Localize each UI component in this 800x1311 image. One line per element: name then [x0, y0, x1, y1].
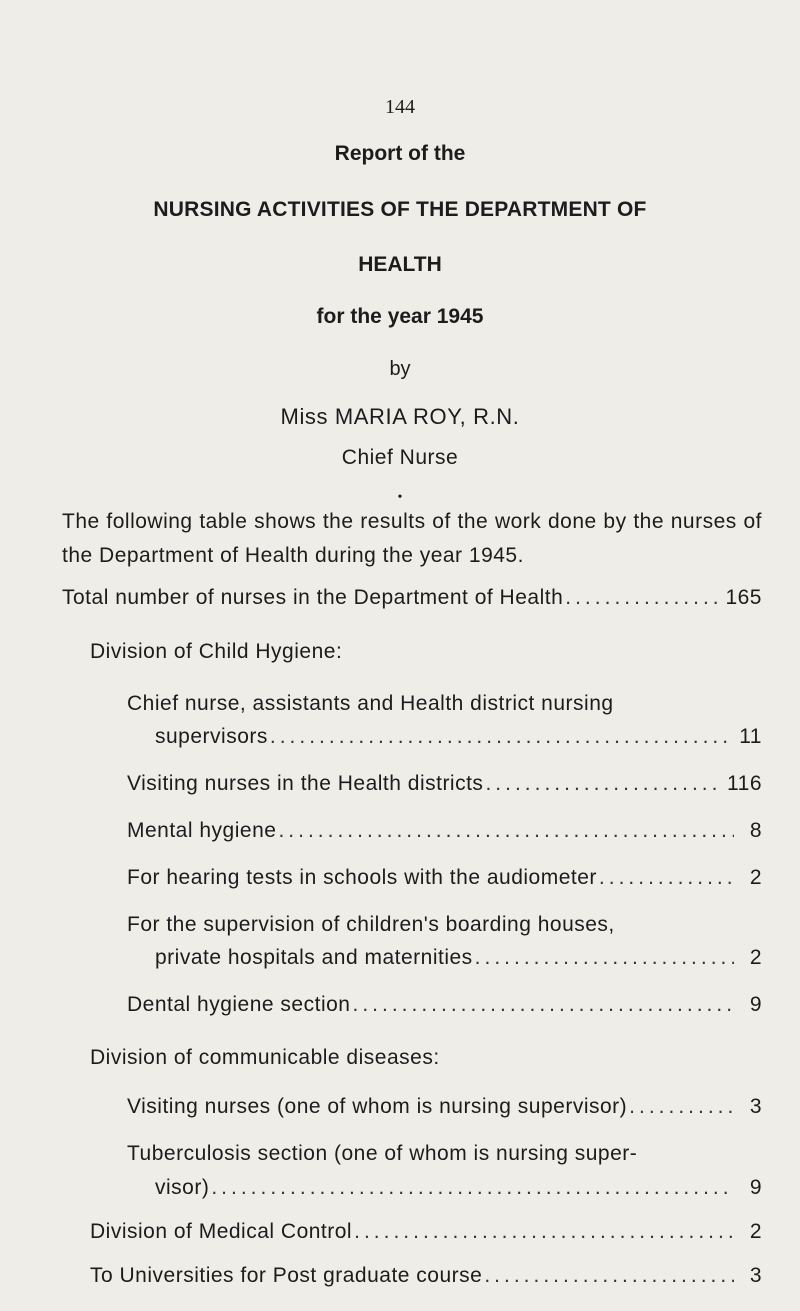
medical-control-value: 2 — [749, 1220, 762, 1243]
child-hygiene-heading: Division of Child Hygiene: — [90, 640, 343, 663]
list-item-label: Visiting nurses (one of whom is nursing supervisor) — [127, 1095, 628, 1118]
list-item — [127, 866, 762, 890]
dot-leader — [270, 725, 733, 749]
report-title-line-3: HEALTH — [358, 253, 442, 276]
list-item-value: 9 — [749, 993, 762, 1016]
list-item-value: 3 — [749, 1095, 762, 1118]
list-item — [155, 946, 762, 970]
dot-leader — [485, 772, 721, 796]
medical-control-row — [90, 1220, 762, 1244]
author-role: Chief Nurse — [341, 446, 459, 469]
separator-dot: • — [397, 490, 403, 505]
report-year: for the year 1945 — [316, 305, 484, 328]
list-item-label: supervisors — [155, 725, 268, 748]
list-item-value: 8 — [749, 819, 762, 842]
total-nurses-row — [62, 586, 762, 610]
list-item-label: For hearing tests in schools with the audiometer — [127, 866, 597, 889]
list-item-line-1: Chief nurse, assistants and Health district nursing — [127, 692, 614, 715]
dot-leader — [484, 1264, 734, 1288]
dot-leader — [278, 819, 734, 843]
list-item-value: 9 — [749, 1176, 762, 1199]
list-item — [127, 993, 762, 1017]
list-item-label: Dental hygiene section — [127, 993, 351, 1016]
dot-leader — [475, 946, 734, 970]
report-title-line-2: NURSING ACTIVITIES OF THE DEPARTMENT OF — [153, 198, 647, 221]
list-item-value: 116 — [727, 772, 762, 795]
list-item-value: 2 — [749, 946, 762, 969]
list-item-label: Mental hygiene — [127, 819, 277, 842]
total-nurses-value: 165 — [725, 586, 762, 609]
list-item-label: private hospitals and maternities — [155, 946, 473, 969]
universities-label: To Universities for Post graduate course — [90, 1264, 483, 1287]
page-number: 144 — [385, 96, 415, 118]
dot-leader — [629, 1095, 734, 1119]
dot-leader — [211, 1176, 734, 1200]
list-item — [155, 725, 762, 749]
universities-value: 3 — [749, 1264, 762, 1287]
dot-leader — [354, 1220, 734, 1244]
list-item-label: visor) — [155, 1176, 210, 1199]
by-line: by — [389, 358, 411, 380]
medical-control-label: Division of Medical Control — [90, 1220, 353, 1243]
list-item — [127, 819, 762, 843]
intro-paragraph: The following table shows the results of the work done by the nurses of the Department of Health during the year 1945. — [62, 510, 762, 567]
list-item — [127, 1095, 762, 1119]
dot-leader — [565, 586, 719, 610]
list-item — [155, 1176, 762, 1200]
communicable-heading: Division of communicable diseases: — [90, 1046, 440, 1069]
total-nurses-label: Total number of nurses in the Department of Health — [62, 586, 564, 609]
report-title-line-1: Report of the — [334, 142, 466, 165]
list-item-line-1: Tuberculosis section (one of whom is nursing super- — [127, 1142, 638, 1165]
list-item-value: 11 — [739, 725, 762, 748]
author-name: Miss MARIA ROY, R.N. — [280, 404, 520, 429]
dot-leader — [352, 993, 734, 1017]
universities-row — [90, 1264, 762, 1288]
list-item-line-1: For the supervision of children's boarding houses, — [127, 913, 615, 936]
list-item-label: Visiting nurses in the Health districts — [127, 772, 484, 795]
list-item — [127, 772, 762, 796]
list-item-value: 2 — [749, 866, 762, 889]
dot-leader — [599, 866, 734, 890]
